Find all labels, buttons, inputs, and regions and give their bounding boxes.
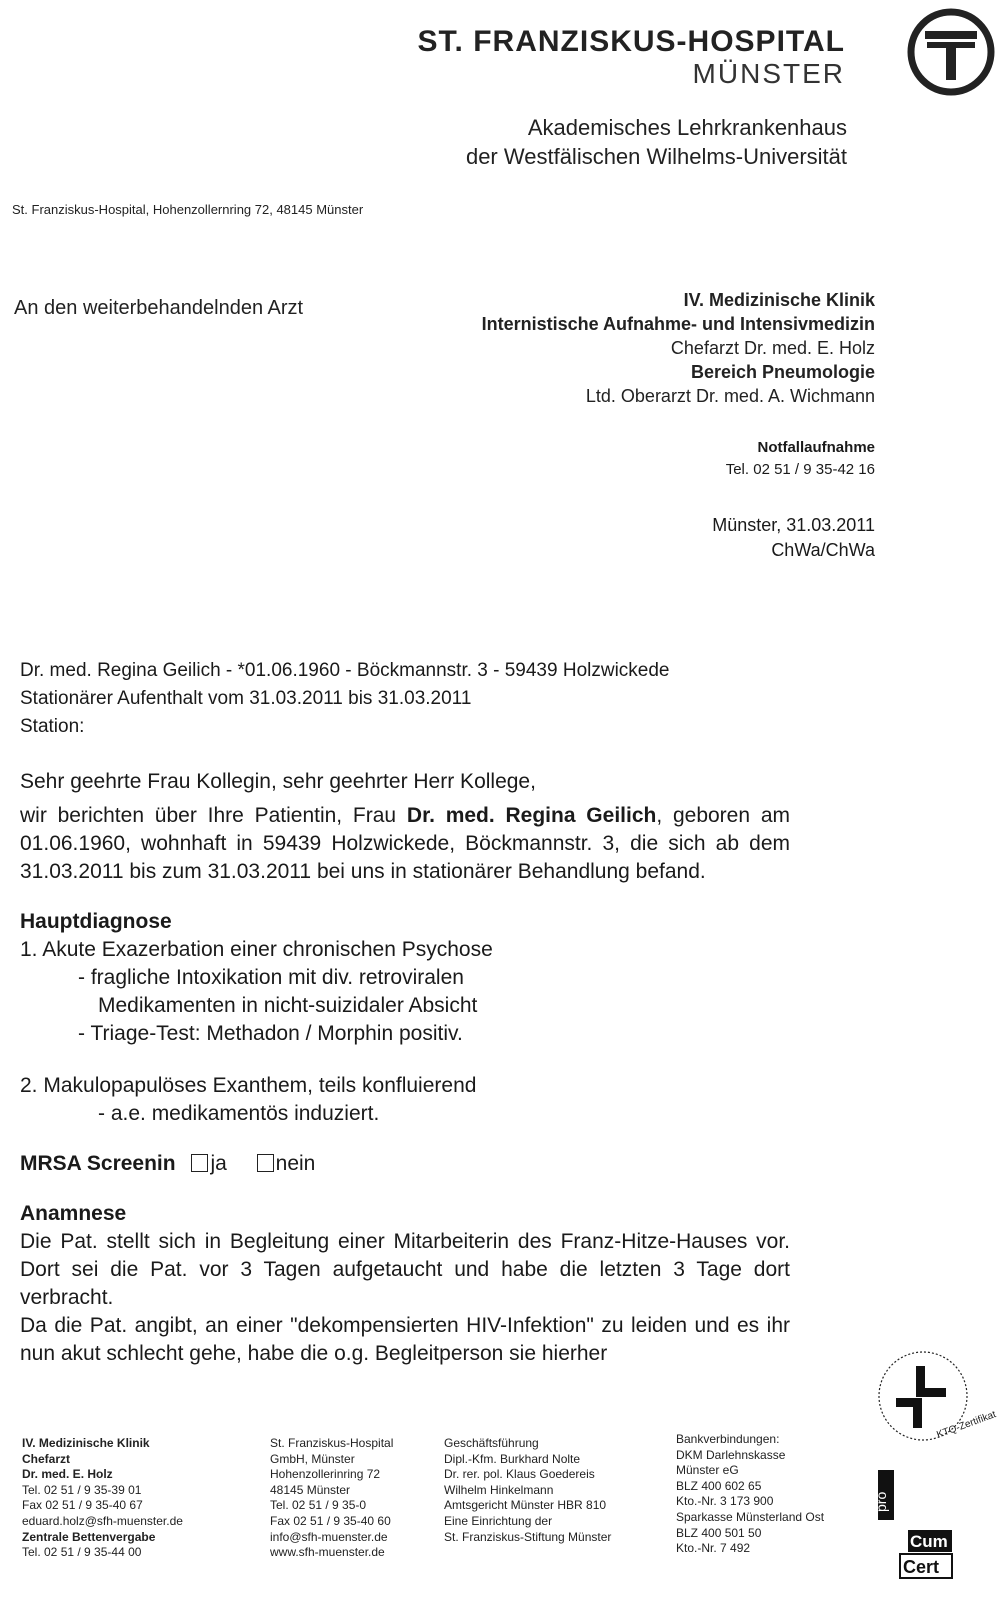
unit-name: Internistische Aufnahme- und Intensivmedizin bbox=[481, 314, 875, 334]
salutation: Sehr geehrte Frau Kollegin, sehr geehrter Herr Kollege, bbox=[20, 770, 536, 793]
diagnosis-1-detail-b: - Triage-Test: Methadon / Morphin positiv. bbox=[78, 1022, 463, 1045]
senior-physician: Ltd. Oberarzt Dr. med. A. Wichmann bbox=[585, 386, 875, 406]
academic-line-2: der Westfälischen Wilhelms-Universität bbox=[465, 144, 847, 169]
footer-management-column bbox=[444, 1436, 611, 1545]
footer-hospital-line: GmbH, Münster bbox=[270, 1451, 355, 1466]
footer-management-line: Eine Einrichtung der bbox=[444, 1513, 553, 1528]
footer-hospital-line: Fax 02 51 / 9 35-40 60 bbox=[270, 1513, 391, 1528]
mrsa-no-checkbox[interactable] bbox=[257, 1154, 274, 1172]
footer-hospital-line: www.sfh-muenster.de bbox=[270, 1545, 385, 1560]
diagnosis-1: 1. Akute Exazerbation einer chronischen Psychose bbox=[20, 938, 493, 961]
mrsa-no-label: nein bbox=[275, 1152, 316, 1175]
intro-pre: wir berichten über Ihre Patientin, Frau bbox=[20, 804, 407, 827]
footer-bank-line: DKM Darlehnskasse bbox=[676, 1447, 786, 1462]
footer-bank-line: Kto.-Nr. 7 492 bbox=[676, 1541, 751, 1556]
footer-hospital-line: info@sfh-muenster.de bbox=[270, 1529, 388, 1544]
mrsa-yes-label: ja bbox=[210, 1152, 227, 1175]
clinic-name: IV. Medizinische Klinik bbox=[683, 290, 875, 310]
department-block bbox=[482, 288, 875, 408]
footer-beds-tel: Tel. 02 51 / 9 35-44 00 bbox=[22, 1545, 142, 1560]
mrsa-yes-checkbox[interactable] bbox=[191, 1154, 208, 1172]
letter-date: Münster, 31.03.2011 bbox=[712, 515, 875, 535]
footer-management-line: St. Franziskus-Stiftung Münster bbox=[444, 1529, 612, 1544]
diagnosis-2: 2. Makulopapulöses Exanthem, teils konfluierend bbox=[20, 1074, 477, 1097]
ktq-label: KTQ-Zertifikat bbox=[935, 1409, 998, 1441]
footer-bank-line: BLZ 400 501 50 bbox=[676, 1525, 762, 1540]
footer-chief-label: Chefarzt bbox=[22, 1451, 71, 1466]
emergency-tel: Tel. 02 51 / 9 35-42 16 bbox=[725, 461, 875, 478]
procum-bot: Cert bbox=[903, 1557, 940, 1577]
intro-post: , geboren am 01.06.1960, wohnhaft in 59439 Holzwickede, Böckmannstr. 3, die sich ab dem 31.03.2011 bis zum 31.03.2011 bei uns in stationärer Behandlung befand. bbox=[20, 804, 790, 883]
procum-top: pro bbox=[873, 1491, 889, 1512]
footer-clinic-column bbox=[22, 1436, 183, 1561]
recipient: An den weiterbehandelnden Arzt bbox=[14, 297, 304, 319]
procum-mid: Cum bbox=[910, 1532, 948, 1551]
patient-line-1: Dr. med. Regina Geilich - *01.06.1960 - Böckmannstr. 3 - 59439 Holzwickede bbox=[20, 660, 670, 681]
footer-bank-line: Kto.-Nr. 3 173 900 bbox=[676, 1494, 774, 1509]
diagnosis-1-detail-a2: Medikamenten in nicht-suizidaler Absicht bbox=[98, 994, 478, 1017]
hospital-name: ST. FRANZISKUS-HOSPITAL bbox=[417, 25, 845, 58]
patient-line-3: Station: bbox=[20, 716, 85, 737]
footer-hospital-line: Hohenzollerinring 72 bbox=[270, 1467, 381, 1482]
reference-code: ChWa/ChWa bbox=[771, 540, 875, 560]
patient-block bbox=[20, 657, 670, 741]
letter-body bbox=[20, 768, 790, 1368]
footer-beds-label: Zentrale Bettenvergabe bbox=[22, 1529, 156, 1544]
diagnosis-heading: Hauptdiagnose bbox=[20, 910, 172, 933]
mrsa-screening bbox=[20, 1150, 790, 1178]
footer-clinic-email: eduard.holz@sfh-muenster.de bbox=[22, 1513, 183, 1528]
footer-management-line: Wilhelm Hinkelmann bbox=[444, 1482, 554, 1497]
diagnosis-2-detail: - a.e. medikamentös induziert. bbox=[98, 1102, 380, 1125]
procum-cert-logo bbox=[873, 1470, 954, 1580]
emergency-block bbox=[726, 437, 875, 481]
footer-hospital-line: St. Franziskus-Hospital bbox=[270, 1436, 394, 1450]
date-block bbox=[712, 513, 875, 563]
footer-management-line: Dr. rer. pol. Klaus Goedereis bbox=[444, 1467, 595, 1482]
diagnosis-1-detail-a: - fragliche Intoxikation mit div. retroviralen bbox=[78, 966, 464, 989]
footer-hospital-line: Tel. 02 51 / 9 35-0 bbox=[270, 1498, 367, 1513]
intro-patient-name: Dr. med. Regina Geilich bbox=[406, 804, 657, 827]
tau-cross-icon bbox=[905, 6, 997, 98]
footer-bank-line: Sparkasse Münsterland Ost bbox=[676, 1509, 825, 1524]
footer-clinic-tel: Tel. 02 51 / 9 35-39 01 bbox=[22, 1482, 142, 1497]
patient-line-2: Stationärer Aufenthalt vom 31.03.2011 bis 31.03.2011 bbox=[20, 688, 472, 709]
footer-clinic-title: IV. Medizinische Klinik bbox=[22, 1436, 150, 1450]
footer-management-line: Amtsgericht Münster HBR 810 bbox=[444, 1498, 607, 1513]
footer-management-line: Geschäftsführung bbox=[444, 1436, 539, 1450]
footer-hospital-column bbox=[270, 1436, 393, 1561]
footer-clinic-fax: Fax 02 51 / 9 35-40 67 bbox=[22, 1498, 143, 1513]
sender-address: St. Franziskus-Hospital, Hohenzollernring 72, 48145 Münster bbox=[12, 202, 364, 217]
area-name: Bereich Pneumologie bbox=[690, 362, 875, 382]
footer-bank-line: Bankverbindungen: bbox=[676, 1432, 780, 1446]
chief-physician: Chefarzt Dr. med. E. Holz bbox=[670, 338, 875, 358]
anamnesis-heading: Anamnese bbox=[20, 1202, 127, 1225]
footer-chief-name: Dr. med. E. Holz bbox=[22, 1467, 113, 1482]
anamnesis-paragraph-2: Da die Pat. angibt, an einer "dekompensierten HIV-Infektion" zu leiden und es ihr nun akut schlecht gehe, habe die o.g. Begleitperson sie hierher bbox=[20, 1314, 790, 1365]
footer-management-line: Dipl.-Kfm. Burkhard Nolte bbox=[444, 1451, 581, 1466]
footer-bank-line: Münster eG bbox=[676, 1463, 739, 1478]
academic-affiliation bbox=[466, 113, 847, 171]
emergency-label: Notfallaufnahme bbox=[757, 439, 875, 456]
academic-line-1: Akademisches Lehrkrankenhaus bbox=[527, 115, 847, 140]
mrsa-label: MRSA Screenin bbox=[20, 1152, 176, 1175]
footer-bank-column bbox=[676, 1432, 824, 1557]
intro-paragraph bbox=[20, 802, 790, 886]
footer-hospital-line: 48145 Münster bbox=[270, 1482, 351, 1497]
anamnesis-paragraph-1: Die Pat. stellt sich in Begleitung einer Mitarbeiterin des Franz-Hitze-Hauses vor. Dort sei die Pat. vor 3 Tagen aufgetaucht und habe die letzten 3 Tage dort verbracht. bbox=[20, 1230, 790, 1309]
ktq-certificate-seal bbox=[868, 1346, 998, 1446]
hospital-city: MÜNSTER bbox=[692, 58, 845, 89]
footer-bank-line: BLZ 400 602 65 bbox=[676, 1478, 762, 1493]
